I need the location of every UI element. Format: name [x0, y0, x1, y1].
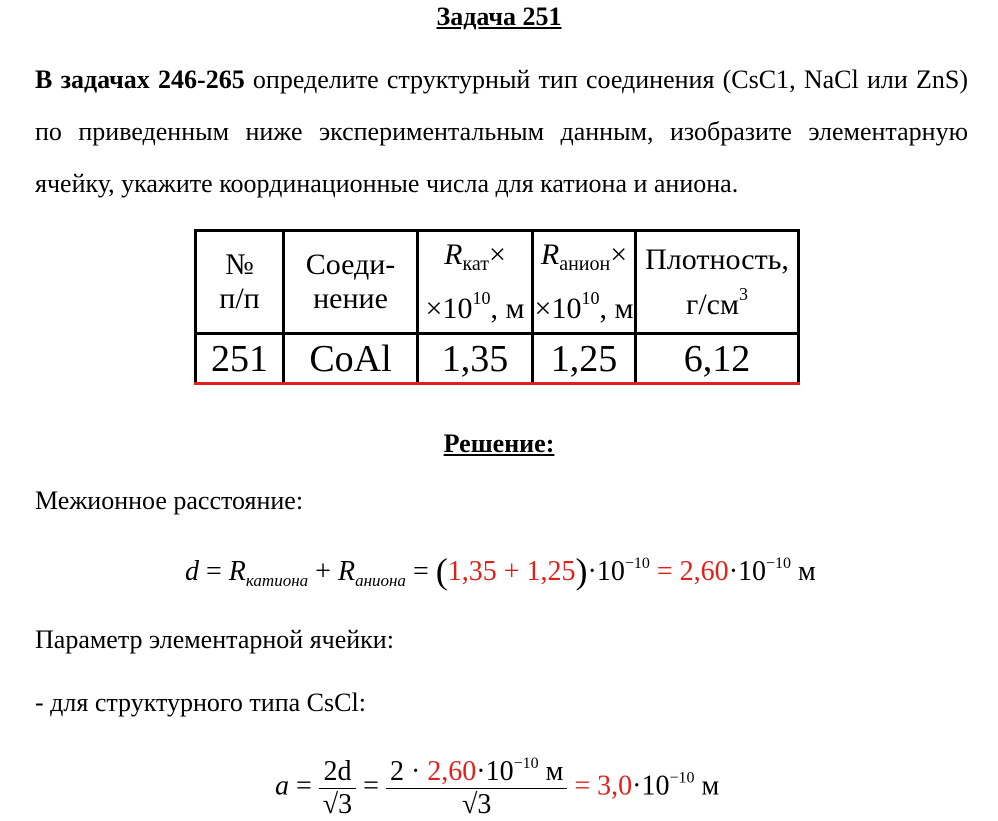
- col-rcat: [418, 231, 533, 334]
- formula-lattice: [275, 755, 719, 821]
- f2-num2a: 2 ·: [389, 756, 428, 787]
- f2-num1: 2d: [319, 756, 356, 789]
- f1-d: d: [185, 556, 199, 587]
- f2-num2exp: −10: [513, 755, 539, 772]
- f1-plus: +: [308, 556, 338, 587]
- f2-eq: =: [289, 770, 319, 802]
- f2-a: a: [275, 770, 289, 802]
- task-statement: [35, 54, 968, 210]
- ranion-exp: 10: [581, 288, 600, 308]
- data-table: [194, 229, 800, 385]
- f2-num2: [386, 755, 567, 789]
- f1-mul: ·10: [587, 556, 625, 587]
- f1-lparen: (: [435, 551, 448, 591]
- param-label: Параметр элементарной ячейки:: [35, 625, 394, 654]
- task-title: Задача 251: [436, 2, 562, 31]
- rcat-symbol: R: [444, 238, 463, 271]
- col-compound: [284, 231, 418, 334]
- f1-mul2: ·10: [728, 556, 767, 587]
- f1-eq2: =: [405, 556, 436, 587]
- ranion-factor: ×10: [534, 292, 582, 325]
- formula-distance: [185, 550, 816, 592]
- col-number-line1: №: [225, 248, 254, 281]
- rcat-factor: ×10: [425, 292, 473, 325]
- rcat-subscript: кат: [462, 253, 489, 275]
- col-compound-line1: Соеди-: [305, 248, 396, 281]
- f2-mul: ·10: [632, 770, 670, 802]
- ranion-times: ×: [610, 238, 628, 271]
- density-exp: 3: [738, 283, 748, 304]
- cell-density: 6,12: [636, 334, 799, 384]
- col-number-line2: п/п: [219, 282, 260, 315]
- task-text: определите структурный тип соединения (CsC1, NaCl или ZnS) по приведенным ниже экспериментальным данным, изобразите элементарную ячейку, укажите координационные числа для катиона и аниона.: [35, 65, 968, 198]
- f2-exp: −10: [669, 769, 695, 787]
- f2-num2c: ·10: [476, 756, 514, 787]
- density-line1: Плотность,: [645, 242, 789, 276]
- interionic-label: Межионное расстояние:: [35, 486, 304, 515]
- rcat-exp: 10: [472, 288, 491, 308]
- f1-r2: R: [337, 556, 356, 587]
- f2-frac1: [319, 756, 356, 821]
- f1-exp2: −10: [766, 555, 792, 572]
- f1-r2-sub: аниона: [355, 571, 406, 590]
- f2-num2b: 2,60: [427, 756, 477, 787]
- rcat-unit: , м: [490, 292, 525, 325]
- table-header-row: [196, 231, 799, 334]
- f1-result: = 2,60: [649, 556, 729, 587]
- f2-result: = 3,0: [567, 770, 633, 802]
- f2-den1: √3: [322, 788, 353, 820]
- density-unit: г/см: [686, 287, 739, 321]
- col-density: [636, 231, 799, 334]
- f1-unit: м: [791, 556, 816, 587]
- solution-title: Решение:: [443, 429, 555, 458]
- f2-num2unit: м: [538, 756, 564, 787]
- col-ranion: [533, 231, 636, 334]
- f2-frac2: [386, 755, 567, 821]
- f1-eq: =: [199, 556, 229, 587]
- table-row: [196, 334, 799, 384]
- ranion-symbol: R: [540, 238, 560, 271]
- f2-unit: м: [694, 770, 720, 802]
- cell-ranion: 1,25: [533, 334, 636, 384]
- ranion-unit: , м: [599, 292, 634, 325]
- col-compound-line2: нение: [313, 282, 388, 315]
- ranion-subscript: анион: [559, 253, 611, 275]
- f1-values: 1,35 + 1,25: [447, 556, 576, 587]
- col-number: [196, 231, 284, 334]
- cell-rcat: 1,35: [418, 334, 533, 384]
- task-range: В задачах 246-265: [35, 65, 245, 94]
- cell-compound: CoAl: [284, 334, 418, 384]
- f2-eq2: =: [356, 770, 386, 802]
- f1-exp: −10: [624, 555, 650, 572]
- f1-rparen: ): [575, 551, 588, 591]
- f1-r1-sub: катиона: [245, 571, 309, 590]
- cell-number: 251: [196, 334, 284, 384]
- f2-den2: √3: [461, 789, 492, 820]
- cscl-label: - для структурного типа CsCl:: [35, 688, 366, 717]
- f1-r1: R: [228, 556, 246, 587]
- rcat-times: ×: [488, 238, 506, 271]
